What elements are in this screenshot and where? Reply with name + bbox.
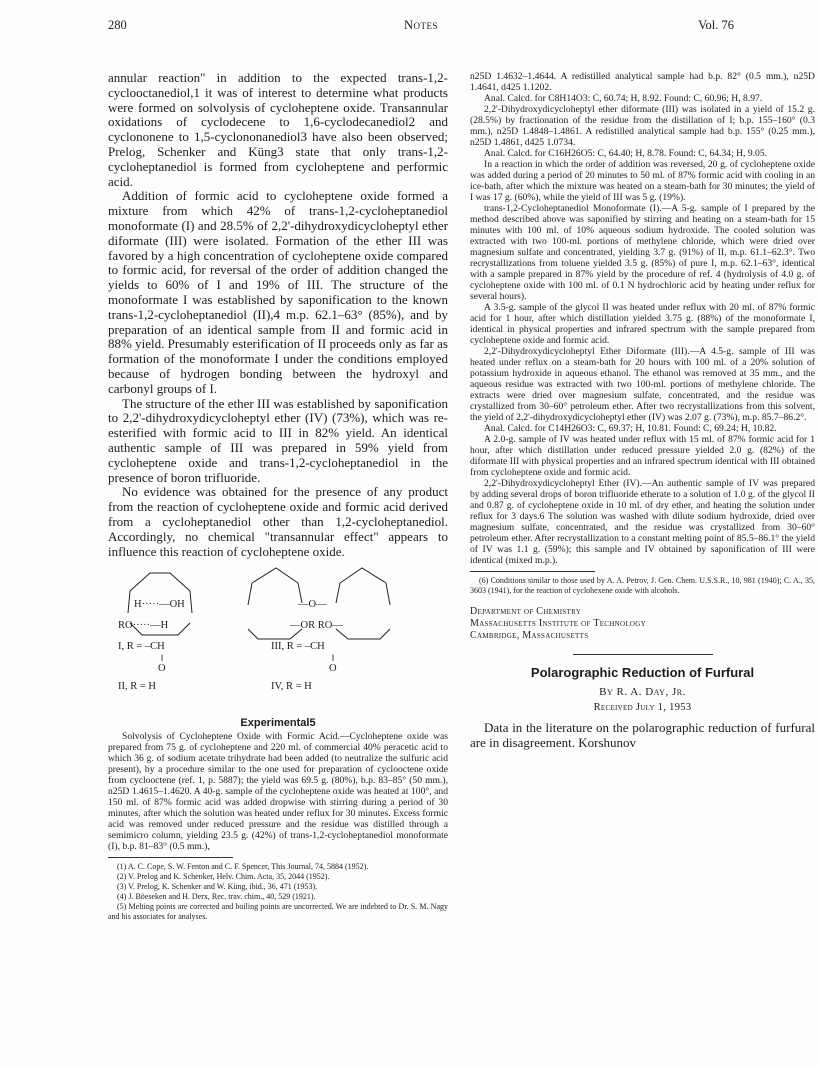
exp-analysis-1: Anal. Calcd. for C8H14O3: C, 60.74; H, 8.92. Found: C, 60.96; H, 8.97. (484, 93, 763, 104)
footnote-rule-right (470, 571, 595, 572)
formula-label-IV: IV, R = H (271, 681, 312, 693)
footnotes-right (470, 576, 815, 596)
affiliation-department: Department of Chemistry (470, 606, 582, 617)
exp-paragraph-1: n25D 1.4632–1.4644. A redistilled analytical sample had b.p. 82° (0.5 mm.), n25D 1.4641, d425 1.1202. (470, 71, 815, 93)
affiliation-institute: Massachusetts Institute of Technology (470, 618, 646, 629)
page-number: 280 (108, 18, 127, 32)
intro-paragraph-4: No evidence was obtained for the presence of any product from the reaction of cycloheptene oxide and formic acid derived from a cycloheptanediol other than 1,2-cycloheptanediol. Accordingly, no chemical "transannular effect" appears to influence this reaction of cycloheptene oxide. (108, 484, 448, 559)
label-ro-h: RO·····—H (118, 620, 169, 632)
footnote-rule (108, 857, 233, 858)
left-column (108, 71, 448, 1061)
footnote-6: (6) Conditions similar to those used by A. A. Petrov, J. Gen. Chem. U.S.S.R., 10, 981 (1940); C. A., 35, 3603 (1941), for the reaction of cyclohexene oxide with alcohols. (470, 576, 815, 595)
exp-paragraph-ether-diformate: 2,2'-Dihydroxydicycloheptyl Ether Diformate (III).—A 4.5-g. sample of III was heated under reflux on a steam-bath for 20 hours with 100 ml. of a 20% solution of potassium hydroxide in aqueous ethanol. The ethanol was removed at 35 mm., and the aqueous residue was extracted with two 100-ml. portions of methylene chloride. The extracts were dried over magnesium sulfate, concentrated, and the residue was crystallized from 30–60° petroleum ether. After two recrystallizations from this solvent, the yield of 2,2'-dihydroxydicycloheptyl ether (IV) was 2.07 g. (73%), m.p. 85.7–86.2°. (470, 346, 815, 423)
footnote-4: (4) J. Böeseken and H. Derx, Rec. trav. chim., 40, 529 (1921). (117, 892, 316, 902)
exp-paragraph-reversed: In a reaction in which the order of addition was reversed, 20 g. of cycloheptene oxide was added during a period of 20 minutes to 50 ml. of 87% formic acid with cooling in an ice-bath, after which the mixture was heated on a steam-bath for 30 minutes; the yield of I was 17 g. (60%), while the yield of III was 5 g. (19%). (470, 159, 815, 203)
footnote-2: (2) V. Prelog and K. Schenker, Helv. Chim. Acta, 35, 2044 (1952). (117, 872, 330, 882)
ring-right1-upper (248, 568, 302, 605)
carbonyl-bond-III: ‖ (332, 653, 335, 664)
label-ether-o: —O— (298, 599, 327, 611)
exp-paragraph-reesterify: A 2.0-g. sample of IV was heated under reflux with 15 ml. of 87% formic acid for 1 hour, after which distillation under reduced pressure yielded 2.0 g. (82%) of the diformate III with physical properties and an infrared spectrum identical with III obtained from cycloheptene oxide and formic acid. (470, 434, 815, 478)
ring-right2-upper (336, 568, 390, 605)
formula-label-III: III, R = –CH (271, 641, 325, 653)
exp-paragraph-diformate: 2,2'-Dihydroxydicycloheptyl ether diformate (III) was isolated in a yield of 15.2 g. (28.5%) by fractionation of the residue from the distillation of I; b.p. 155–160° (0.3 mm.), n25D 1.4848–1.4861. A redistilled analytical sample had b.p. 155° (0.25 mm.), n25D 1.4861, d425 1.0734. (470, 104, 815, 148)
right-column (470, 71, 815, 1061)
formula-label-II: II, R = H (118, 681, 157, 693)
article-title: Polarographic Reduction of Furfural (530, 665, 755, 680)
intro-paragraph-3: The structure of the ether III was established by saponification to 2,2'-dihydroxydicycloheptyl ether (IV) (73%), which was re-esterified with formic acid to III in 82% yield. An identical authentic sample of III was prepared in 59% yield from cycloheptene oxide and trans-1,2-cycloheptanediol in the presence of boron trifluoride. (108, 395, 448, 485)
formula-label-I: I, R = –CH (118, 641, 165, 653)
footnote-5: (5) Melting points are corrected and boiling points are uncorrected. We are indebted to Dr. S. M. Nagy and his associates for analyses. (108, 902, 448, 922)
exp-analysis-2: Anal. Calcd. for C16H26O5: C, 64.40; H, 8.78. Found: C, 64.34; H, 9.05. (484, 148, 768, 159)
label-h-oh: H·····—OH (134, 599, 185, 611)
intro-paragraph-2: Addition of formic acid to cycloheptene oxide formed a mixture from which 42% of trans-1,2-cycloheptanediol monoformate (I) and 28.5% of 2,2'-dihydroxydicycloheptyl ether diformate (III) were isolated. Formation of the ether III was favored by a high concentration of cycloheptene oxide compared to formic acid, for reversal of the order of addition changed the yields to 60% of I and 19% of III. The structure of the monoformate I was established by saponification to the known trans-1,2-cycloheptanediol (II),4 m.p. 62.1–63° (85%), and by preparation of an identical sample from II and formic acid in 88% yield. Presumably esterification of II proceeds only as far as formation of the monoformate I under the conditions employed because of hydrogen bonding between the hydroxyl and carbonyl groups of I. (108, 188, 448, 396)
affiliation (470, 606, 815, 642)
ring-right2-lower (336, 629, 390, 639)
footnotes (108, 862, 448, 922)
exp-analysis-3: Anal. Calcd. for C14H26O3: C, 69.37; H, 10.81. Found: C, 69.24; H, 10.82. (484, 423, 777, 434)
experimental-heading: Experimental5 (240, 717, 316, 730)
exp-paragraph-glycol: A 3.5-g. sample of the glycol II was heated under reflux with 20 ml. of 87% formic acid for 1 hour, after which distillation yielded 3.75 g. (88%) of the monoformate I, identical in physical properties and infrared spectrum with the sample prepared from cycloheptene oxide and formic acid. (470, 302, 815, 346)
exp-paragraph-monoformate: trans-1,2-Cycloheptanediol Monoformate (I).—A 5-g. sample of I prepared by the method described above was saponified by stirring and heating on a steam-bath for 15 minutes with 100 ml. of 10% aqueous sodium hydroxide. The cooled solution was extracted with two 100-ml. portions of methylene chloride, which were dried over magnesium sulfate and concentrated, yielding 3.7 g. (91%) of II, m.p. 61.1–62.3°. Two recrystallizations from toluene yielded 3.5 g. (85%) of pure I, m.p. 62.1–63°, identical with a sample prepared in 87% yield by the procedure of ref. 4 (hydrolysis of 4.0 g. of cycloheptene oxide with 100 ml. of 0.1 N hydrochloric acid by heating under reflux for several hours). (470, 203, 815, 302)
structural-formulas (108, 565, 448, 715)
footnote-3: (3) V. Prelog, K. Schenker and W. Küng, ibid., 36, 471 (1953). (117, 882, 318, 892)
solvolysis-paragraph: Solvolysis of Cycloheptene Oxide with Formic Acid.—Cycloheptene oxide was prepared from 75 g. of cycloheptene and 220 ml. of commercial 40% peracetic acid to which 36 g. of sodium acetate trihydrate had been added (to neutralize the sulfuric acid present), by a procedure similar to the one used for preparation of cyclooctene oxide from cyclooctene (ref. 1, p. 5887); the yield was 69.5 g. (80%), b.p. 83–85° (50 mm.), n25D 1.4615–1.4620. A 40-g. sample of the cycloheptene oxide was heated at 100°, and 150 ml. of 87% formic acid was added dropwise with stirring during a period of 30 minutes, after which the solution was heated under reflux for 30 minutes. Excess formic acid was removed under reduced pressure and the residue was distilled through a semimicro column, yielding 23.5 g. (42%) of trans-1,2-cycloheptanediol monoformate (I), b.p. 81–83° (0.5 mm.), (108, 731, 448, 853)
carbonyl-o-III: O (329, 663, 337, 675)
article-byline: By R. A. Day, Jr. (599, 686, 686, 698)
carbonyl-o-I: O (158, 663, 166, 675)
running-header (108, 18, 734, 34)
article-received-date: Received July 1, 1953 (593, 702, 692, 713)
ring-structures-drawing (108, 565, 448, 715)
carbonyl-bond-I: ‖ (161, 653, 164, 664)
affiliation-city: Cambridge, Massachusetts (470, 630, 589, 641)
label-or-ro: —OR RO— (290, 620, 343, 632)
exp-paragraph-ether: 2,2'-Dihydroxydicycloheptyl Ether (IV).—An authentic sample of IV was prepared by adding several drops of boron trifluoride etherate to a solution of 1.0 g. of the glycol II and 0.87 g. of cycloheptene oxide in 10 ml. of dry ether, and heating the solution under reflux for 3 days.6 The solution was washed with dilute sodium hydroxide, dried over magnesium sulfate, concentrated, and the residue was crystallized from 30–60° petroleum ether. After recrystallization to a constant melting point of 85.5–86.1° the yield of IV was 1.1 g. (59%); this sample and IV obtained by saponification of III were identical (mixed m.p.). (470, 478, 815, 566)
article-separator (573, 654, 713, 655)
volume-number: Vol. 76 (698, 18, 734, 32)
running-title: Notes (403, 18, 439, 32)
article-body: Data in the literature on the polarographic reduction of furfural are in disagreement. Korshunov (470, 720, 815, 750)
intro-paragraph-1: annular reaction" in addition to the expected trans-1,2-cyclooctanediol,1 it was of interest to determine what products were formed on solvolysis of cycloheptene oxide. Transannular oxidations of cyclodecene to 1,6-cyclodecanediol2 and cyclononene to 1,5-cyclononanediol3 have also been observed; Prelog, Schenker and Küng3 state that only trans-1,2-cycloheptanediol is formed from cycloheptene and performic acid. (108, 71, 448, 189)
footnote-1: (1) A. C. Cope, S. W. Fenton and C. F. Spencer, This Journal, 74, 5884 (1952). (117, 862, 369, 872)
